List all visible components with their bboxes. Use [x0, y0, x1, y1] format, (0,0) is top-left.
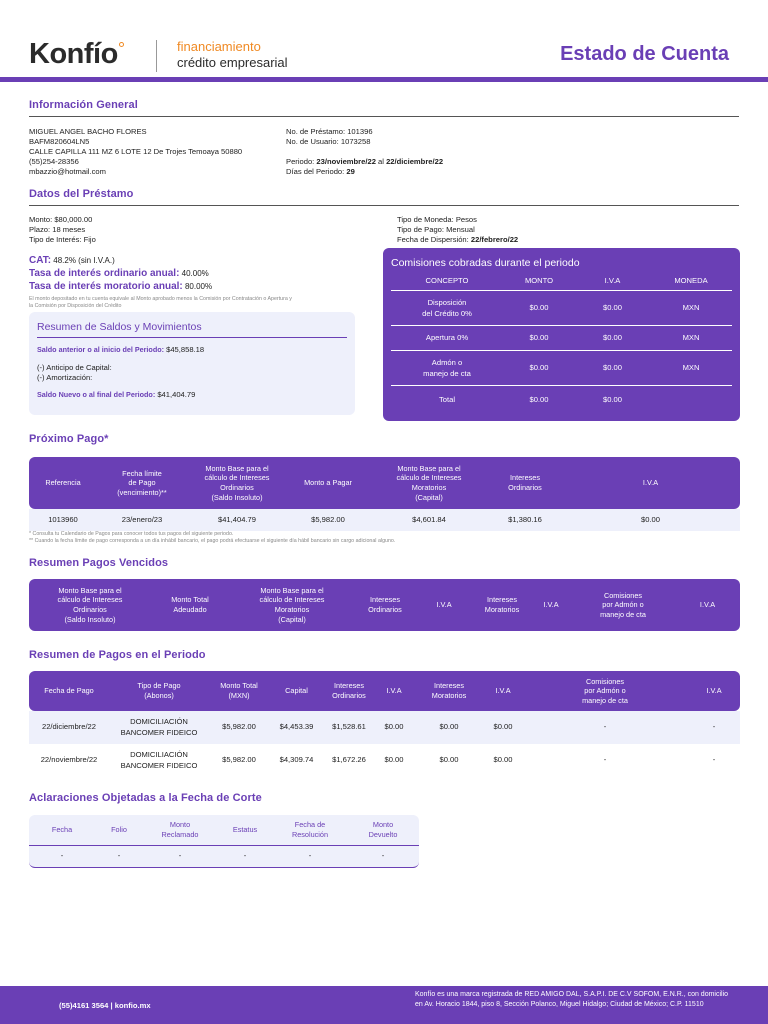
cell-iva: $0.00 — [384, 755, 404, 765]
cell-iva: $0.00 — [384, 722, 404, 732]
cell-total: $5,982.00 — [222, 755, 256, 765]
cell-amount-due: $5,982.00 — [311, 514, 345, 524]
iva-cell: $0.00 — [575, 350, 650, 385]
iva-cell: $0.00 — [575, 290, 650, 325]
cell-commissions: - — [603, 755, 607, 765]
col-header: MONEDA — [650, 272, 732, 290]
cell-date: 22/noviembre/22 — [40, 755, 98, 765]
amount-cell: $0.00 — [503, 325, 575, 350]
cell-capital: $4,309.74 — [279, 755, 314, 765]
col-header: Monto Base para el cálculo de Intereses Ordinarios (Saldo Insoluto) — [204, 463, 270, 502]
client-address: CALLE CAPILLA 111 MZ 6 LOTE 12 De Trojes Temoaya 50880 — [29, 147, 243, 156]
table-header-row — [29, 457, 740, 509]
cell-payment-type: DOMICILIACIÓN BANCOMER FIDEICO — [120, 750, 198, 770]
col-header: I.V.A — [575, 272, 650, 290]
period-days: Días del Periodo: 29 — [286, 167, 355, 176]
amount-cell: $0.00 — [529, 394, 549, 404]
cell-total: $5,982.00 — [222, 722, 256, 732]
col-header: Intereses Ordinarios — [332, 681, 366, 700]
concept-cell: Disposición del Crédito 0% — [391, 290, 503, 325]
next-payment-table — [29, 457, 740, 531]
header-financiamiento: financiamiento — [177, 39, 261, 54]
cell-capital: $4,453.39 — [279, 722, 314, 732]
next-payment-note-2: ** Cuando la fecha límite de pago corresponda a un día inhábil bancario, el pago podrá efectuarse el siguiente día hábil bancario sin cargo adicional alguno. — [29, 538, 396, 544]
table-header-row — [29, 671, 740, 711]
amortization: (-) Amortización: — [37, 373, 93, 382]
cell-moratorium-interest: $0.00 — [439, 755, 459, 765]
col-header: Fecha límite de Pago (vencimiento)** — [117, 468, 167, 497]
balance-summary-rule — [37, 337, 347, 338]
new-balance: Saldo Nuevo o al final del Periodo: $41,404.79 — [37, 390, 196, 399]
section-title-info-general: Información General — [29, 99, 138, 111]
section-title-aclaraciones: Aclaraciones Objetadas a la Fecha de Corte — [29, 792, 262, 804]
section-title-proximo-pago: Próximo Pago* — [29, 433, 109, 445]
ordinary-rate: Tasa de interés ordinario anual: 40.00% — [29, 268, 209, 279]
col-header: Monto Total Adeudado — [171, 595, 209, 614]
cell-status: - — [217, 845, 273, 867]
col-header: Fecha de Resolución — [291, 820, 329, 839]
user-number: No. de Usuario: 1073258 — [286, 137, 371, 146]
col-header: Fecha — [51, 824, 73, 834]
col-header: Intereses Ordinarios — [368, 595, 402, 614]
cell-base-moratorium: $4,601.84 — [412, 514, 446, 524]
table-row — [29, 845, 419, 867]
cell-folio: - — [95, 845, 143, 867]
col-header: Monto Reclamado — [161, 820, 199, 839]
client-name: MIGUEL ANGEL BACHO FLORES — [29, 127, 147, 136]
period-payments-table — [29, 671, 740, 777]
col-header: Intereses Moratorios — [431, 681, 467, 700]
commissions-box — [383, 248, 740, 421]
col-header: Intereses Moratorios — [484, 595, 520, 614]
cell-iva: - — [712, 722, 716, 732]
cell-iva: $0.00 — [493, 755, 513, 765]
header-credito-empresarial: crédito empresarial — [177, 55, 288, 70]
col-header: Monto Devuelto — [368, 820, 398, 839]
header-bar — [0, 77, 768, 82]
col-header: Monto Base para el cálculo de Intereses Ordinarios (Saldo Insoluto) — [57, 585, 123, 624]
section-title-pagos-vencidos: Resumen Pagos Vencidos — [29, 557, 169, 569]
currency-cell: MXN — [650, 350, 732, 385]
table-header-row — [29, 579, 740, 631]
cell-iva: $0.00 — [493, 722, 513, 732]
loan-note-2: la Comisión por Disposición del Crédito — [29, 303, 122, 309]
cell-commissions: - — [603, 722, 607, 732]
balance-summary-title: Resumen de Saldos y Movimientos — [37, 321, 202, 333]
document-title: Estado de Cuenta — [560, 43, 729, 65]
cell-claimed: - — [143, 845, 217, 867]
next-payment-note-1: * Consulta tu Calendario de Pagos para conocer todos tus pagos del siguiente periodo. — [29, 531, 234, 537]
section-rule — [29, 116, 739, 117]
currency-type: Tipo de Moneda: Pesos — [397, 215, 477, 224]
overdue-table — [29, 579, 740, 631]
cell-iva: - — [712, 755, 716, 765]
cell-date: 22/diciembre/22 — [41, 722, 97, 732]
cell-date: - — [29, 845, 95, 867]
col-header: Capital — [285, 686, 308, 696]
footer-contact[interactable]: (55)4161 3564 | konfio.mx — [59, 1001, 151, 1010]
iva-cell: $0.00 — [602, 394, 622, 404]
previous-balance: Saldo anterior o al inicio del Periodo: $45,858.18 — [37, 345, 205, 354]
client-email: mbazzio@hotmail.com — [29, 167, 106, 176]
col-header: Fecha de Pago — [44, 686, 94, 696]
col-header: Comisiones por Admón o manejo de cta — [600, 590, 646, 619]
client-phone: (55)254-28356 — [29, 157, 79, 166]
amount-cell: $0.00 — [503, 290, 575, 325]
col-header: Monto Base para el cálculo de Intereses Moratorios (Capital) — [396, 463, 462, 502]
cell-due-date: 23/enero/23 — [121, 514, 163, 524]
col-header: Folio — [111, 824, 127, 834]
commissions-header-row — [391, 272, 732, 290]
col-header: I.V.A — [495, 686, 511, 696]
col-header: Tipo de Pago (Abonos) — [137, 681, 181, 700]
table-row — [391, 350, 732, 385]
loan-number: No. de Préstamo: 101396 — [286, 127, 373, 136]
section-title-pagos-periodo: Resumen de Pagos en el Periodo — [29, 649, 206, 661]
loan-term: Plazo: 18 meses — [29, 225, 86, 234]
col-header: Comisiones por Admón o manejo de cta — [582, 676, 628, 705]
cell-iva: $0.00 — [640, 514, 660, 524]
balance-summary-box — [29, 312, 355, 415]
payment-type: Tipo de Pago: Mensual — [397, 225, 475, 234]
table-row-total — [391, 385, 732, 413]
iva-cell: $0.00 — [575, 325, 650, 350]
col-header: Monto Total (MXN) — [220, 681, 258, 700]
section-title-datos-prestamo: Datos del Préstamo — [29, 188, 134, 200]
cell-moratorium-interest: $0.00 — [439, 722, 459, 732]
table-row — [29, 744, 740, 777]
amount-cell: $0.00 — [503, 350, 575, 385]
table-row — [391, 325, 732, 350]
currency-cell: MXN — [650, 290, 732, 325]
moratorium-rate: Tasa de interés moratorio anual: 80.00% — [29, 281, 213, 292]
dispersion-date: Fecha de Dispersión: 22/febrero/22 — [397, 235, 519, 244]
col-header: Estatus — [232, 824, 258, 834]
konfio-logo: Konfío — [29, 38, 124, 71]
currency-cell: MXN — [650, 325, 732, 350]
col-header: I.V.A — [543, 600, 559, 610]
cell-ordinary-interest: $1,528.61 — [332, 722, 366, 732]
col-header: Monto a Pagar — [304, 478, 352, 488]
loan-amount: Monto: $80,000.00 — [29, 215, 93, 224]
col-header: I.V.A — [386, 686, 402, 696]
footer-legal: Konfío es una marca registrada de RED AMIGO DAL, S.A.P.I. DE C.V SOFOM, E.N.R., con domicilio en Av. Horacio 1844, piso 8, Sección Polanco, Miguel Hidalgo; Ciudad de México; C.P. 11510 — [415, 991, 729, 1008]
col-header: Referencia — [45, 478, 81, 488]
cat: CAT: 48.2% (sin I.V.A.) — [29, 255, 115, 266]
col-header: I.V.A — [642, 478, 659, 488]
header-divider — [156, 40, 157, 72]
col-header: CONCEPTO — [391, 272, 503, 290]
table-header-row — [29, 815, 419, 845]
commissions-title: Comisiones cobradas durante el periodo — [391, 257, 580, 269]
col-header: MONTO — [503, 272, 575, 290]
cell-ordinary-interest: $1,672.26 — [332, 755, 366, 765]
concept-cell: Apertura 0% — [391, 325, 503, 350]
col-header: I.V.A — [706, 686, 722, 696]
cell-ordinary-interest: $1,380.16 — [508, 514, 542, 524]
currency-cell — [650, 385, 732, 413]
capital-advance: (-) Anticipo de Capital: — [37, 363, 112, 372]
col-header: I.V.A — [699, 600, 716, 610]
col-header: I.V.A — [436, 600, 452, 610]
clarifications-table — [29, 815, 419, 867]
commissions-table — [391, 272, 732, 413]
cell-resolution-date: - — [273, 845, 347, 867]
interest-type: Tipo de Interés: Fijo — [29, 235, 96, 244]
col-header: Monto Base para el cálculo de Intereses Moratorios (Capital) — [259, 585, 325, 624]
loan-note-1: El monto depositado en tu cuenta equivale al Monto aprobado menos la Comisión por Contratación o Apertura y — [29, 296, 292, 302]
period: Periodo: 23/noviembre/22 al 22/diciembre/22 — [286, 157, 444, 166]
table-row — [391, 290, 732, 325]
table-row — [29, 509, 740, 531]
concept-cell: Admón o manejo de cta — [391, 350, 503, 385]
concept-cell: Total — [438, 394, 456, 404]
cell-payment-type: DOMICILIACIÓN BANCOMER FIDEICO — [120, 717, 198, 737]
cell-reference: 1013960 — [48, 514, 78, 524]
cell-base-ordinary: $41,404.79 — [217, 514, 256, 524]
client-rfc: BAFM820604LN5 — [29, 137, 90, 146]
section-rule — [29, 205, 739, 206]
col-header: Intereses Ordinarios — [508, 473, 542, 492]
cell-refunded: - — [347, 845, 419, 867]
table-row — [29, 711, 740, 744]
